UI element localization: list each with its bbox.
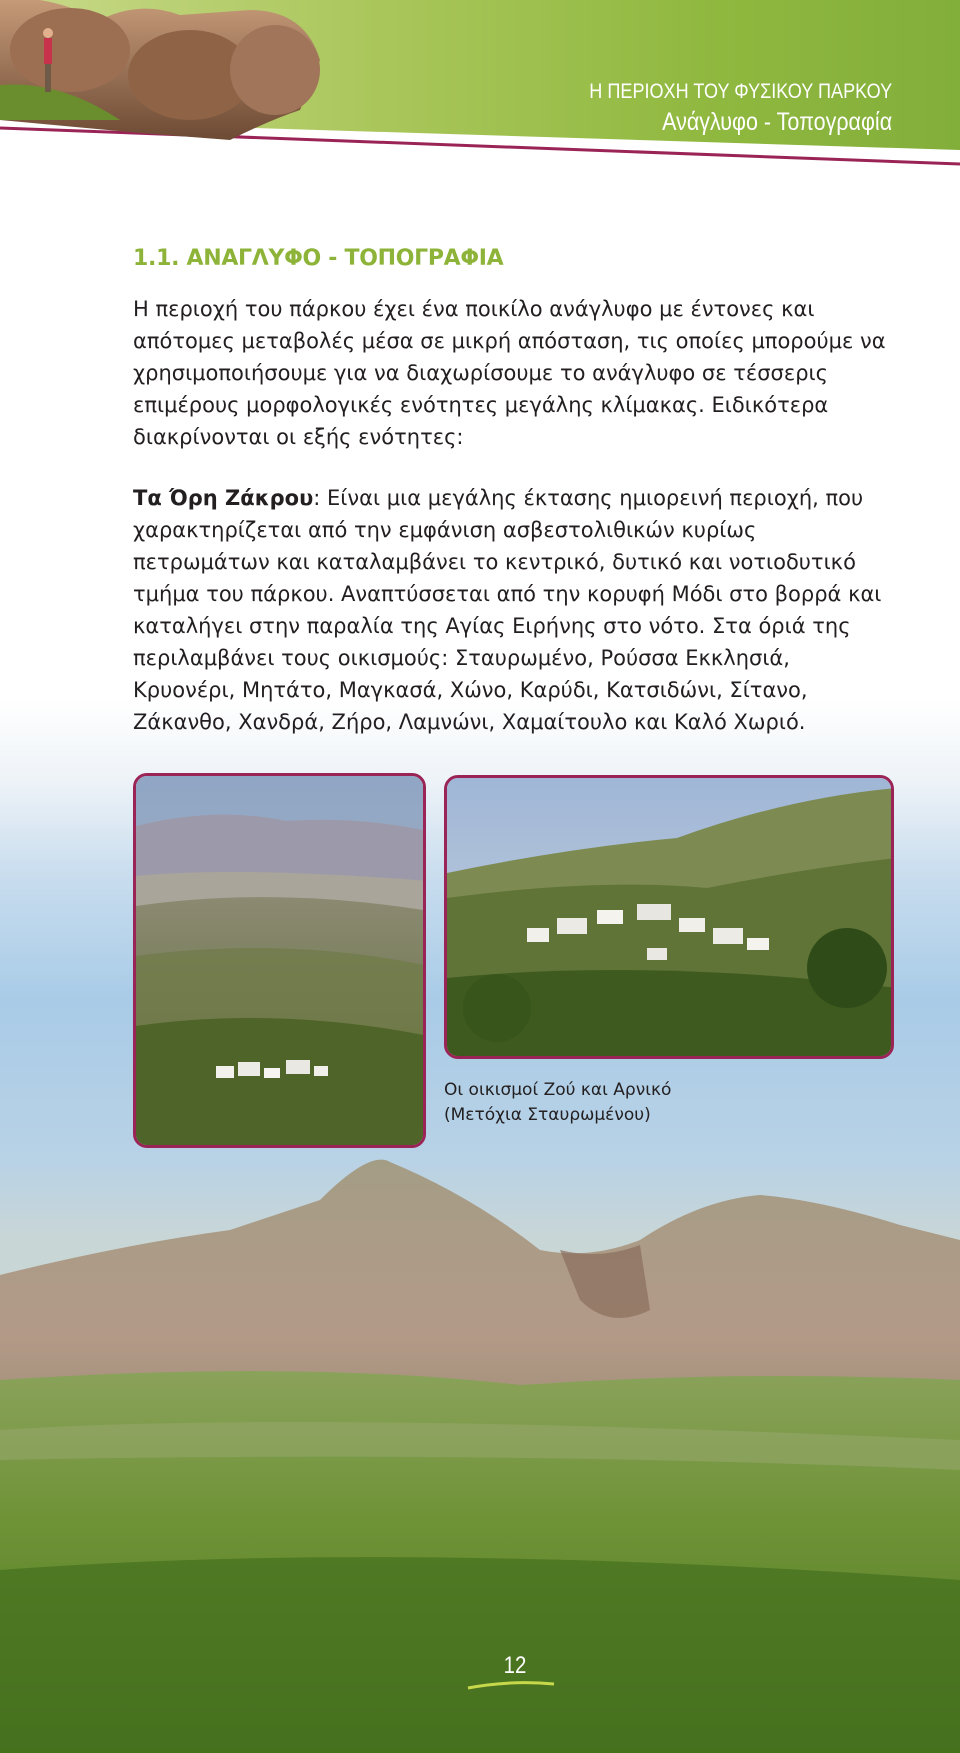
caption-line-2: (Μετόχια Σταυρωμένου) <box>444 1105 651 1125</box>
header-section-title: Η ΠΕΡΙΟΧΗ ΤΟΥ ΦΥΣΙΚΟΥ ΠΑΡΚΟΥ <box>589 80 892 103</box>
zakros-paragraph <box>133 482 893 738</box>
intro-paragraph: Η περιοχή του πάρκου έχει ένα ποικίλο ανάγλυφο με έντονες και απότομες μεταβολές μέσα σε μικρή απόσταση, τις οποίες μπορούμε να χρησιμοποιήσουμε για να διαχωρίσουμε το ανάγλυφο σε τέσσερις επιμέρους μορφολογικές ενότητες μεγάλης κλίμακας. Ειδικότερα διακρίνονται οι εξής ενότητες: <box>133 297 886 449</box>
page-header <box>0 0 960 170</box>
valley-photo <box>133 773 426 1148</box>
zakros-term: Τα Όρη Ζάκρου <box>133 486 314 510</box>
page-number-swash <box>466 1678 556 1692</box>
photo-caption <box>444 1078 671 1128</box>
zakros-description: : Είναι μια μεγάλης έκτασης ημιορεινή περιοχή, που χαρακτηρίζεται από την εμφάνιση ασβεστολιθικών κυρίως πετρωμάτων και καταλαμβάνει το κεντρικό, δυτικό και νοτιοδυτικό τμήμα του πάρκου. Αναπτύσσεται από την κορυφή Μόδι στο βορρά και καταλήγει στην παραλία της Αγίας Ειρήνης στο νότο. Στα όριά της περιλαμβάνει τους οικισμούς: Σταυρωμένο, Ρούσσα Εκκλησιά, Κρυονέρι, Μητάτο, Μαγκασά, Χώνο, Καρύδι, Κατσιδώνι, Σίτανο, Ζάκανθο, Χανδρά, Ζήρο, Λαμνώνι, Χαμαίτουλο και Καλό Χωριό. <box>133 486 882 734</box>
header-topic-title: Ανάγλυφο - Τοπογραφία <box>662 108 892 136</box>
mountain-landscape-photo <box>0 1150 960 1753</box>
village-photo <box>444 775 894 1059</box>
header-rock-photo <box>0 0 330 150</box>
caption-line-1: Οι οικισμοί Ζού και Αρνικό <box>444 1080 672 1100</box>
header-title-block <box>540 80 892 137</box>
section-heading: 1.1. ΑΝΑΓΛΥΦΟ - ΤΟΠΟΓΡΑΦΙΑ <box>133 246 504 271</box>
page-number: 12 <box>503 1652 527 1679</box>
